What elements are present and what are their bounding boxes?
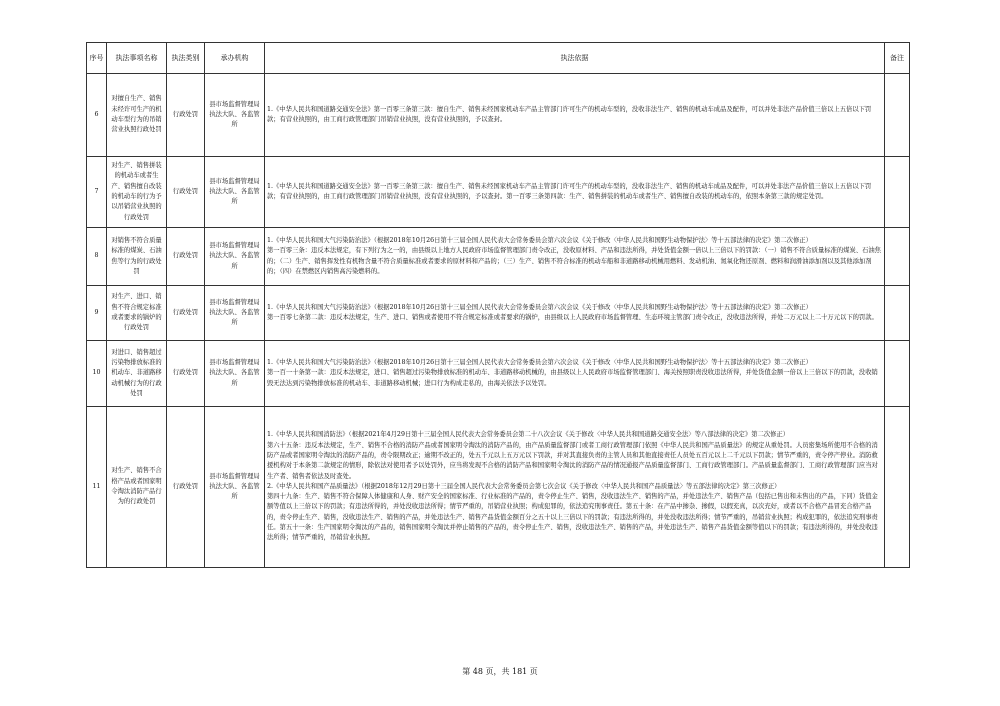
basis-paragraph: 1.《中华人民共和国消防法》（根据2021年4月29日第十三届全国人民代表大会常务委员会第二十八次会议《关于修改〈中华人民共和国道路交通安全法〉等八部法律的决定》第二次修正） (267, 431, 790, 439)
enforcement-type: 行政处罚 (167, 286, 205, 341)
basis-paragraph: 1.《中华人民共和国大气污染防治法》（根据2018年10月26日第十三届全国人民代表大会常务委员会第六次会议《关于修改〈中华人民共和国野生动物保护法〉等十五部法律的决定》第二次修正） (267, 359, 812, 367)
row-number: 8 (87, 228, 107, 286)
item-name: 对生产、进口、销售不符合规定标准或者要求的锅炉的行政处罚 (107, 286, 167, 341)
table-row (87, 157, 910, 228)
header-cell-item: 执法事项名称 (107, 43, 167, 74)
handling-agency: 县市场监督管理局执法大队、各监管所 (205, 74, 265, 157)
legal-basis (265, 407, 885, 568)
remarks (885, 228, 910, 286)
basis-paragraph: 1.《中华人民共和国道路交通安全法》第一百零三条第三款：擅自生产、销售未经国家机动车产品主管部门许可生产的机动车型的，没收非法生产、销售的机动车成品及配件，可以并处非法产品价值三倍以上五倍以下罚款；有营业执照的，由工商行政管理部门吊销营业执照，没有营业执照的，予以查封。第一百零三条第四款：生产、销售拼装的机动车或者生产、销售擅自改装的机动车的，依照本条第三款的规定处罚。 (267, 182, 872, 200)
row-number: 10 (87, 341, 107, 407)
header-cell-no: 序号 (87, 43, 107, 74)
enforcement-type: 行政处罚 (167, 74, 205, 157)
basis-paragraph: 第一百零三条：违反本法规定，有下列行为之一的，由县级以上地方人民政府市场监督管理部门责令改正，没收原材料、产品和违法所得，并处货值金额一倍以上三倍以下的罚款：（一）销售不符合质量标准的煤炭、石油焦的；（二）生产、销售挥发性有机物含量不符合质量标准或者要求的原材料和产品的；（三）生产、销售不符合标准的机动车船和非道路移动机械用燃料、发动机油、氮氧化物还原剂、燃料和润滑油添加剂以及其他添加剂的；（四）在禁燃区内销售高污染燃料的。 (267, 247, 881, 275)
table-row (87, 341, 910, 407)
remarks (885, 286, 910, 341)
header-cell-type: 执法类别 (167, 43, 205, 74)
basis-paragraph: 第一百一十条第一款：违反本法规定，进口、销售超过污染物排放标准的机动车、非道路移动机械的，由县级以上人民政府市场监督管理部门、海关按照职责没收违法所得，并处货值金额一倍以上三倍以下的罚款，没收销毁无法达到污染物排放标准的机动车、非道路移动机械；进口行为构成走私的，由海关依法予以处罚。 (267, 369, 878, 387)
basis-paragraph: 第四十九条：生产、销售不符合保障人体健康和人身、财产安全的国家标准、行业标准的产品的，责令停止生产、销售，没收违法生产、销售的产品，并处违法生产、销售产品（包括已售出和未售出的产品，下同）货值金额等值以上三倍以下的罚款；有违法所得的，并处没收违法所得；情节严重的，吊销营业执照；构成犯罪的，依法追究刑事责任。第五十条：在产品中掺杂、掺假，以假充真，以次充好，或者以不合格产品冒充合格产品的，责令停止生产、销售，没收违法生产、销售的产品，并处违法生产、销售产品货值金额百分之五十以上三倍以下的罚款；有违法所得的，并处没收违法所得；情节严重的，吊销营业执照；构成犯罪的，依法追究刑事责任。第五十一条：生产国家明令淘汰的产品的，销售国家明令淘汰并停止销售的产品的，责令停止生产、销售，没收违法生产、销售的产品，并处违法生产、销售产品货值金额等值以下的罚款；有违法所得的，并处没收违法所得；情节严重的，吊销营业执照。 (267, 493, 878, 542)
legal-basis (265, 286, 885, 341)
enforcement-type: 行政处罚 (167, 157, 205, 228)
enforcement-type: 行政处罚 (167, 341, 205, 407)
handling-agency: 县市场监督管理局执法大队、各监管所 (205, 407, 265, 568)
legal-basis (265, 341, 885, 407)
remarks (885, 407, 910, 568)
item-name: 对擅自生产、销售未经许可生产的机动车型行为的吊销营业执照行政处罚 (107, 74, 167, 157)
enforcement-type: 行政处罚 (167, 407, 205, 568)
legal-basis (265, 74, 885, 157)
basis-paragraph: 第六十五条：违反本法规定，生产、销售不合格的消防产品或者国家明令淘汰的消防产品的，由产品质量监督部门或者工商行政管理部门依照《中华人民共和国产品质量法》的规定从重处罚。人员密集场所使用不合格的消防产品或者国家明令淘汰的消防产品的，责令限期改正；逾期不改正的，处五千元以上五万元以下罚款，并对其直接负责的主管人员和其他直接责任人员处五百元以上二千元以下罚款；情节严重的，责令停产停业。消防救援机构对于本条第二款规定的情形，除依法对使用者予以处罚外，应当将发现不合格的消防产品和国家明令淘汰的消防产品的情况通报产品质量监督部门、工商行政管理部门。产品质量监督部门、工商行政管理部门应当对生产者、销售者依法及时查处。 (267, 441, 878, 480)
item-name: 对销售不符合质量标准的煤炭、石油焦等行为的行政处罚 (107, 228, 167, 286)
legal-basis (265, 157, 885, 228)
basis-paragraph: 2.《中华人民共和国产品质量法》（根据2018年12月29日第十三届全国人民代表大会常务委员会第七次会议《关于修改〈中华人民共和国产品质量法〉等五部法律的决定》第三次修正） (267, 482, 781, 490)
enforcement-type: 行政处罚 (167, 228, 205, 286)
basis-paragraph: 1.《中华人民共和国大气污染防治法》（根据2018年10月26日第十三届全国人民代表大会常务委员会第六次会议《关于修改〈中华人民共和国野生动物保护法〉等十五部法律的决定》第二次修正） (267, 303, 812, 311)
row-number: 6 (87, 74, 107, 157)
header-cell-org: 承办机构 (205, 43, 265, 74)
table-row (87, 407, 910, 568)
basis-paragraph: 1.《中华人民共和国大气污染防治法》（根据2018年10月26日第十三届全国人民代表大会常务委员会第六次会议《关于修改〈中华人民共和国野生动物保护法〉等十五部法律的决定》第二次修正） (267, 236, 812, 244)
table-row (87, 228, 910, 286)
basis-paragraph: 1.《中华人民共和国道路交通安全法》第一百零三条第三款：擅自生产、销售未经国家机动车产品主管部门许可生产的机动车型的，没收非法生产、销售的机动车成品及配件，可以并处非法产品价值三倍以上五倍以下罚款；有营业执照的，由工商行政管理部门吊销营业执照，没有营业执照的，予以查封。 (267, 105, 872, 123)
header-cell-note: 备注 (885, 43, 910, 74)
row-number: 9 (87, 286, 107, 341)
item-name: 对生产、销售拼装的机动车或者生产、销售擅自改装的机动车的行为予以吊销营业执照的行政处罚 (107, 157, 167, 228)
remarks (885, 157, 910, 228)
table-row (87, 286, 910, 341)
remarks (885, 341, 910, 407)
row-number: 11 (87, 407, 107, 568)
header-cell-basis: 执法依据 (265, 43, 885, 74)
row-number: 7 (87, 157, 107, 228)
legal-basis (265, 228, 885, 286)
enforcement-table (86, 42, 910, 568)
remarks (885, 74, 910, 157)
item-name: 对生产、销售不合格产品或者国家明令淘汰消防产品行为的行政处罚 (107, 407, 167, 568)
handling-agency: 县市场监督管理局执法大队、各监管所 (205, 341, 265, 407)
handling-agency: 县市场监督管理局执法大队、各监管所 (205, 228, 265, 286)
handling-agency: 县市场监督管理局执法大队、各监管所 (205, 157, 265, 228)
table-row (87, 74, 910, 157)
page-number: 第 48 页，共 181 页 (462, 667, 538, 676)
basis-paragraph: 第一百零七条第二款：违反本法规定，生产、进口、销售或者使用不符合规定标准或者要求的锅炉，由县级以上人民政府市场监督管理、生态环境主管部门责令改正，没收违法所得，并处二万元以上二十万元以下的罚款。 (267, 314, 878, 321)
handling-agency: 县市场监督管理局执法大队、各监管所 (205, 286, 265, 341)
item-name: 对进口、销售超过污染物排放标准的机动车、非道路移动机械行为的行政处罚 (107, 341, 167, 407)
header-row (87, 43, 910, 74)
